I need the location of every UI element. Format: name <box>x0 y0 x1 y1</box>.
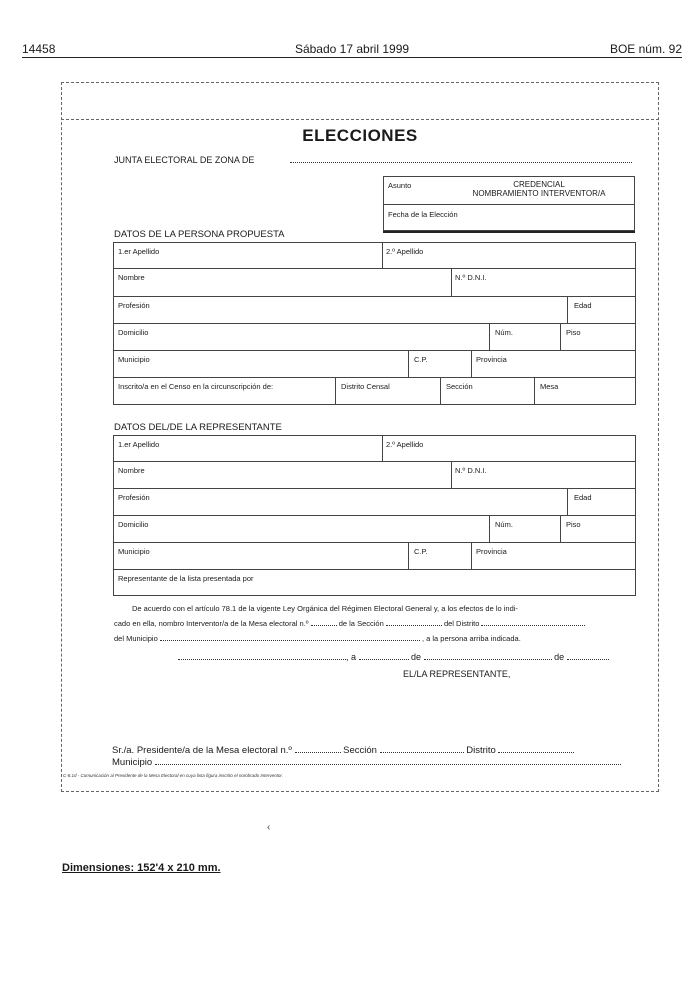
de-text-1: de <box>411 652 422 662</box>
representante-piso-field[interactable]: Piso <box>566 520 581 529</box>
page-number: 14458 <box>22 42 56 56</box>
paragraph-line3-text-a: del Municipio <box>114 634 158 643</box>
divider <box>408 543 409 569</box>
asunto-box <box>383 176 635 231</box>
paragraph-line2 <box>114 616 634 631</box>
paragraph-line2-text-c: del Distrito <box>443 619 480 628</box>
de-text-2: de <box>554 652 565 662</box>
representante-dni-field[interactable]: N.º D.N.I. <box>455 466 487 475</box>
asunto-value <box>449 180 629 198</box>
persona-row-domicilio <box>113 324 636 351</box>
persona-domicilio-field[interactable]: Domicilio <box>118 328 149 337</box>
form-top-strip-rule <box>61 119 659 120</box>
nombramiento-paragraph <box>114 601 634 646</box>
distrito-field[interactable] <box>481 618 585 626</box>
lugar-fecha-line <box>178 652 630 662</box>
persona-mesa-field[interactable]: Mesa <box>540 382 559 391</box>
destinatario-distrito-field[interactable] <box>498 745 574 753</box>
destinatario-municipio-label: Municipio <box>112 757 153 768</box>
form-title: ELECCIONES <box>302 126 418 145</box>
representante-row-nombre <box>113 462 636 489</box>
persona-nombre-field[interactable]: Nombre <box>118 273 145 282</box>
dimensiones-label: Dimensiones: 152'4 x 210 mm. <box>62 862 221 874</box>
destinatario-distrito-label: Distrito <box>466 745 496 756</box>
persona-municipio-field[interactable]: Municipio <box>118 355 150 364</box>
representante-provincia-field[interactable]: Provincia <box>476 547 507 556</box>
representante-domicilio-field[interactable]: Domicilio <box>118 520 149 529</box>
mes-field[interactable] <box>424 652 552 660</box>
representante-apellido1-field[interactable]: 1.er Apellido <box>118 440 160 449</box>
divider <box>567 489 568 515</box>
paragraph-line2-text-a: cado en ella, nombro Interventor/a de la Mesa electoral n.º <box>114 619 309 628</box>
lugar-field[interactable] <box>178 652 346 660</box>
firma-representante-label: EL/LA REPRESENTANTE, <box>403 669 511 679</box>
junta-field[interactable] <box>290 162 632 163</box>
representante-municipio-field[interactable]: Municipio <box>118 547 150 556</box>
divider <box>534 378 535 404</box>
form-footnote: C-8.1d - Comunicación al Presidente de la Mesa Electoral en cuya lista figura inscrito el nombrado Interventor. <box>63 773 283 778</box>
persona-dni-field[interactable]: N.º D.N.I. <box>455 273 487 282</box>
persona-row-apellidos <box>113 242 636 269</box>
divider <box>451 462 452 488</box>
representante-row-lista <box>113 570 636 596</box>
destinatario-line2 <box>112 757 632 769</box>
municipio-field[interactable] <box>160 633 420 641</box>
persona-num-field[interactable]: Núm. <box>495 328 513 337</box>
persona-piso-field[interactable]: Piso <box>566 328 581 337</box>
seccion-field[interactable] <box>386 618 442 626</box>
destinatario-municipio-field[interactable] <box>155 757 621 765</box>
divider <box>560 324 561 350</box>
destinatario-seccion-label: Sección <box>343 745 377 756</box>
anio-field[interactable] <box>567 652 609 660</box>
persona-provincia-field[interactable]: Provincia <box>476 355 507 364</box>
persona-seccion-field[interactable]: Sección <box>446 382 473 391</box>
divider <box>440 378 441 404</box>
representante-row-profesion <box>113 489 636 516</box>
persona-row-nombre <box>113 269 636 297</box>
lugar-a-text: , a <box>346 652 357 662</box>
divider <box>567 297 568 323</box>
header-rule <box>22 57 682 58</box>
asunto-value-line2: NOMBRAMIENTO INTERVENTOR/A <box>472 189 606 198</box>
representante-row-municipio <box>113 543 636 570</box>
junta-label: JUNTA ELECTORAL DE ZONA DE <box>114 155 255 165</box>
asunto-box-underline <box>383 231 635 233</box>
page-date: Sábado 17 abril 1999 <box>294 42 410 56</box>
divider <box>489 516 490 542</box>
persona-row-censo <box>113 378 636 405</box>
persona-inscrito-label: Inscrito/a en el Censo en la circunscripción de: <box>118 382 274 391</box>
divider <box>382 436 383 461</box>
representante-cp-field[interactable]: C.P. <box>414 547 428 556</box>
persona-edad-field[interactable]: Edad <box>574 301 592 310</box>
divider <box>471 351 472 377</box>
divider <box>408 351 409 377</box>
page-header <box>22 42 682 56</box>
representante-num-field[interactable]: Núm. <box>495 520 513 529</box>
divider <box>471 543 472 569</box>
persona-apellido1-field[interactable]: 1.er Apellido <box>118 247 160 256</box>
divider <box>489 324 490 350</box>
paragraph-line1: De acuerdo con el artículo 78.1 de la vigente Ley Orgánica del Régimen Electoral General y, a los efectos de lo indi- <box>132 604 518 613</box>
representante-profesion-field[interactable]: Profesión <box>118 493 150 502</box>
paragraph-line3-text-b: , a la persona arriba indicada. <box>421 634 521 643</box>
asunto-label: Asunto <box>388 181 412 190</box>
divider <box>382 243 383 268</box>
divider <box>451 269 452 296</box>
asunto-divider <box>384 204 634 205</box>
representante-nombre-field[interactable]: Nombre <box>118 466 145 475</box>
representante-apellido2-field[interactable]: 2.º Apellido <box>386 440 424 449</box>
paragraph-line3 <box>114 631 634 646</box>
destinatario-block <box>112 745 632 769</box>
persona-distrito-censal-field[interactable]: Distrito Censal <box>341 382 390 391</box>
persona-section-title: DATOS DE LA PERSONA PROPUESTA <box>114 229 285 240</box>
representante-row-domicilio <box>113 516 636 543</box>
divider <box>335 378 336 404</box>
dia-field[interactable] <box>359 652 409 660</box>
destinatario-mesa-field[interactable] <box>295 745 341 753</box>
publication-name: BOE núm. 92 <box>609 42 682 56</box>
stray-mark: ‹ <box>267 822 271 833</box>
persona-row-municipio <box>113 351 636 378</box>
mesa-number-field[interactable] <box>311 618 337 626</box>
persona-cp-field[interactable]: C.P. <box>414 355 428 364</box>
destinatario-seccion-field[interactable] <box>380 745 464 753</box>
persona-apellido2-field[interactable]: 2.º Apellido <box>386 247 424 256</box>
representante-section-title: DATOS DEL/DE LA REPRESENTANTE <box>114 422 282 433</box>
presidente-label: Sr./a. Presidente/a de la Mesa electoral n.º <box>112 745 292 756</box>
divider <box>560 516 561 542</box>
representante-edad-field[interactable]: Edad <box>574 493 592 502</box>
persona-profesion-field[interactable]: Profesión <box>118 301 150 310</box>
asunto-value-line1: CREDENCIAL <box>513 180 565 189</box>
representante-row-apellidos <box>113 435 636 462</box>
destinatario-line1 <box>112 745 632 757</box>
representante-lista-field[interactable]: Representante de la lista presentada por <box>118 574 254 583</box>
persona-row-profesion <box>113 297 636 324</box>
paragraph-line2-text-b: de la Sección <box>338 619 384 628</box>
fecha-eleccion-field[interactable]: Fecha de la Elección <box>388 210 458 219</box>
